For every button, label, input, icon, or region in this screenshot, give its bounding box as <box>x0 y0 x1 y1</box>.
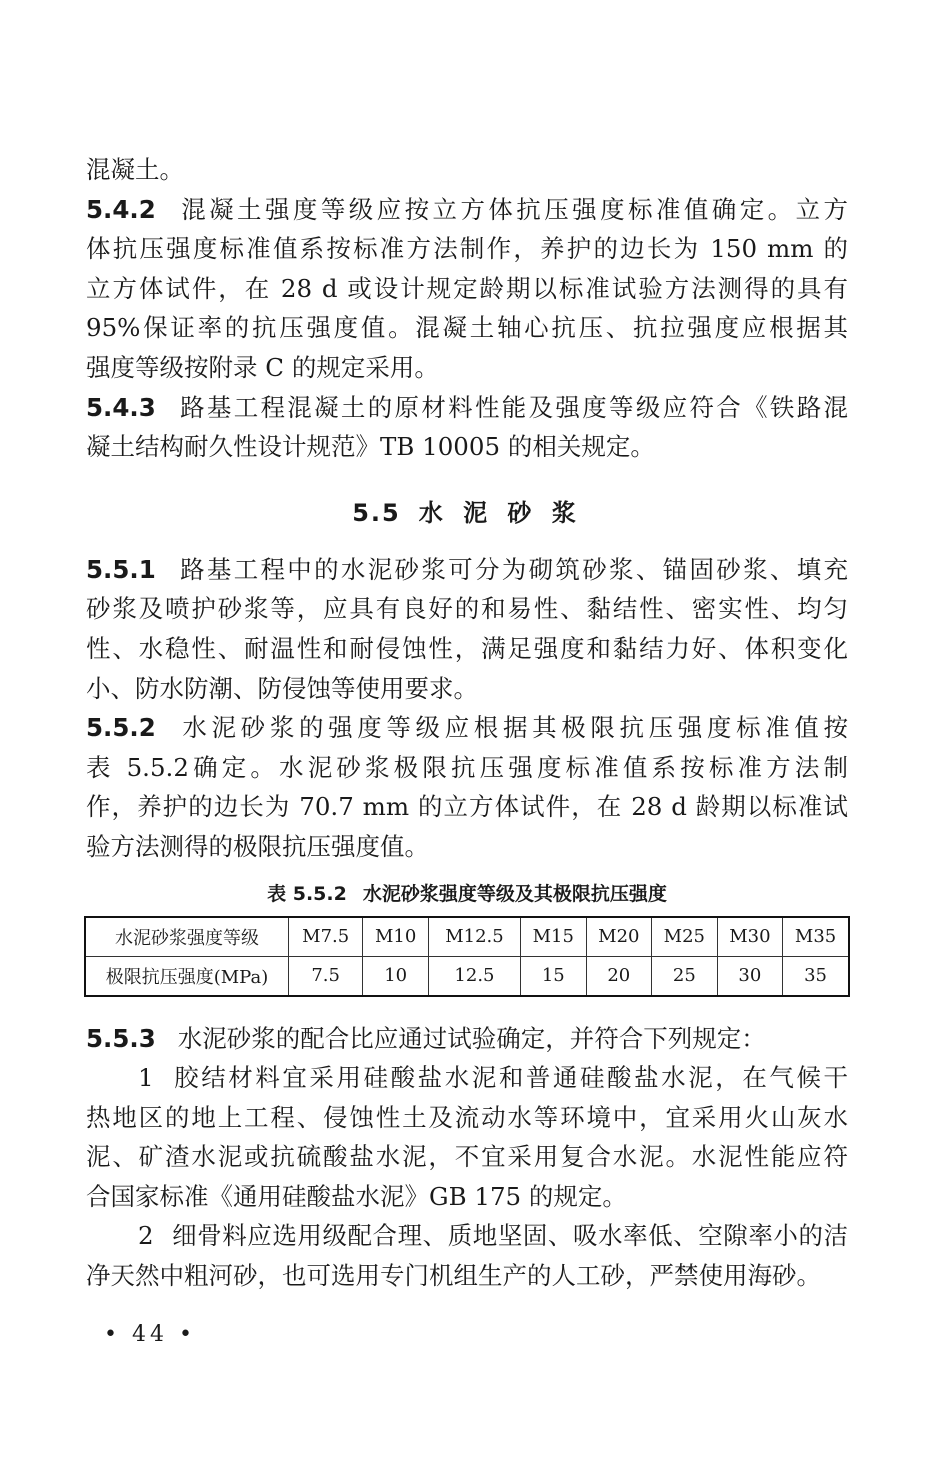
clause-5-5-3 <box>86 1019 848 1059</box>
clause-5-5-2 <box>86 708 848 866</box>
row-header-strength: 极限抗压强度(MPa) <box>85 956 289 996</box>
clause-number: 5.4.3 <box>86 392 156 422</box>
text-line: 砂浆及喷护砂浆等，应具有良好的和易性、黏结性、密实性、均匀 <box>86 594 848 624</box>
table-cell-grade: M30 <box>717 917 783 957</box>
text-line: 混凝土强度等级应按立方体抗压强度标准值确定。立方 <box>177 194 848 224</box>
table-cell-strength: 30 <box>717 956 783 996</box>
item-number: 1 <box>138 1063 154 1093</box>
clause-number: 5.5.2 <box>86 713 156 743</box>
strength-grade-table <box>84 916 850 997</box>
text-line: 凝土结构耐久性设计规范》TB 10005 的相关规定。 <box>86 432 655 462</box>
item-number: 2 <box>138 1221 154 1251</box>
text-line: 路基工程混凝土的原材料性能及强度等级应符合《铁路混 <box>177 392 848 422</box>
clause-5-4-2 <box>86 190 848 388</box>
text-line: 热地区的地上工程、侵蚀性土及流动水等环境中，宜采用火山灰水 <box>86 1102 848 1132</box>
table-cell-strength: 35 <box>783 956 849 996</box>
clause-number: 5.5.3 <box>86 1023 156 1053</box>
section-heading <box>86 493 848 533</box>
page-body <box>86 150 848 1296</box>
text-line: 验方法测得的极限抗压强度值。 <box>86 831 429 861</box>
table-cell-grade: M20 <box>586 917 652 957</box>
text-line: 泥、矿渣水泥或抗硫酸盐水泥，不宜采用复合水泥。水泥性能应符 <box>86 1142 848 1172</box>
table-number: 表 5.5.2 <box>267 882 347 905</box>
section-number: 5.5 <box>352 498 401 527</box>
text-line: 细骨料应选用级配合理、质地坚固、吸水率低、空隙率小的洁 <box>171 1221 848 1251</box>
paragraph-intro <box>86 150 848 190</box>
row-header-grade: 水泥砂浆强度等级 <box>85 917 289 957</box>
table-row-grades <box>85 917 849 957</box>
table-cell-grade: M12.5 <box>428 917 520 957</box>
table-cell-strength: 10 <box>363 956 429 996</box>
text-line: 强度等级按附录 C 的规定采用。 <box>86 352 439 382</box>
text-line: 体抗压强度标准值系按标准方法制作，养护的边长为 150 mm 的 <box>86 234 848 264</box>
table-cell-grade: M10 <box>363 917 429 957</box>
table-cell-strength: 20 <box>586 956 652 996</box>
table-title: 水泥砂浆强度等级及其极限抗压强度 <box>362 882 667 905</box>
clause-number: 5.5.1 <box>86 554 156 584</box>
text-line: 水泥砂浆的强度等级应根据其极限抗压强度标准值按 <box>177 713 848 743</box>
table-cell-strength: 25 <box>652 956 718 996</box>
table-cell-grade: M7.5 <box>289 917 363 957</box>
page-number: • 44 • <box>104 1322 196 1347</box>
list-item-1 <box>86 1058 848 1216</box>
section-title: 水 泥 砂 浆 <box>418 498 582 527</box>
table-cell-strength: 15 <box>521 956 587 996</box>
text-line: 小、防水防潮、防侵蚀等使用要求。 <box>86 673 478 703</box>
table-cell-grade: M35 <box>783 917 849 957</box>
table-row-strengths <box>85 956 849 996</box>
text-line: 路基工程中的水泥砂浆可分为砌筑砂浆、锚固砂浆、填充 <box>177 554 848 584</box>
table-cell-strength: 7.5 <box>289 956 363 996</box>
clause-number: 5.4.2 <box>86 194 156 224</box>
text-line: 立方体试件，在 28 d 或设计规定龄期以标准试验方法测得的具有 <box>86 273 848 303</box>
table-cell-grade: M25 <box>652 917 718 957</box>
text-line: 95%保证率的抗压强度值。混凝土轴心抗压、抗拉强度应根据其 <box>86 313 848 343</box>
text-line: 性、水稳性、耐温性和耐侵蚀性，满足强度和黏结力好、体积变化 <box>86 633 848 663</box>
text-line: 表 5.5.2确定。水泥砂浆极限抗压强度标准值系按标准方法制 <box>86 752 848 782</box>
text-line: 净天然中粗河砂，也可选用专门机组生产的人工砂，严禁使用海砂。 <box>86 1261 821 1291</box>
clause-5-4-3 <box>86 388 848 467</box>
text-line: 合国家标准《通用硅酸盐水泥》GB 175 的规定。 <box>86 1181 627 1211</box>
text-line: 胶结材料宜采用硅酸盐水泥和普通硅酸盐水泥，在气候干 <box>171 1063 848 1093</box>
table-cell-strength: 12.5 <box>428 956 520 996</box>
table-cell-grade: M15 <box>521 917 587 957</box>
text-line: 水泥砂浆的配合比应通过试验确定，并符合下列规定： <box>177 1023 766 1053</box>
table-caption <box>86 879 848 909</box>
text-line: 混凝土。 <box>86 155 184 184</box>
clause-5-5-1 <box>86 550 848 708</box>
text-line: 作，养护的边长为 70.7 mm 的立方体试件，在 28 d 龄期以标准试 <box>86 792 848 822</box>
list-item-2 <box>86 1216 848 1295</box>
